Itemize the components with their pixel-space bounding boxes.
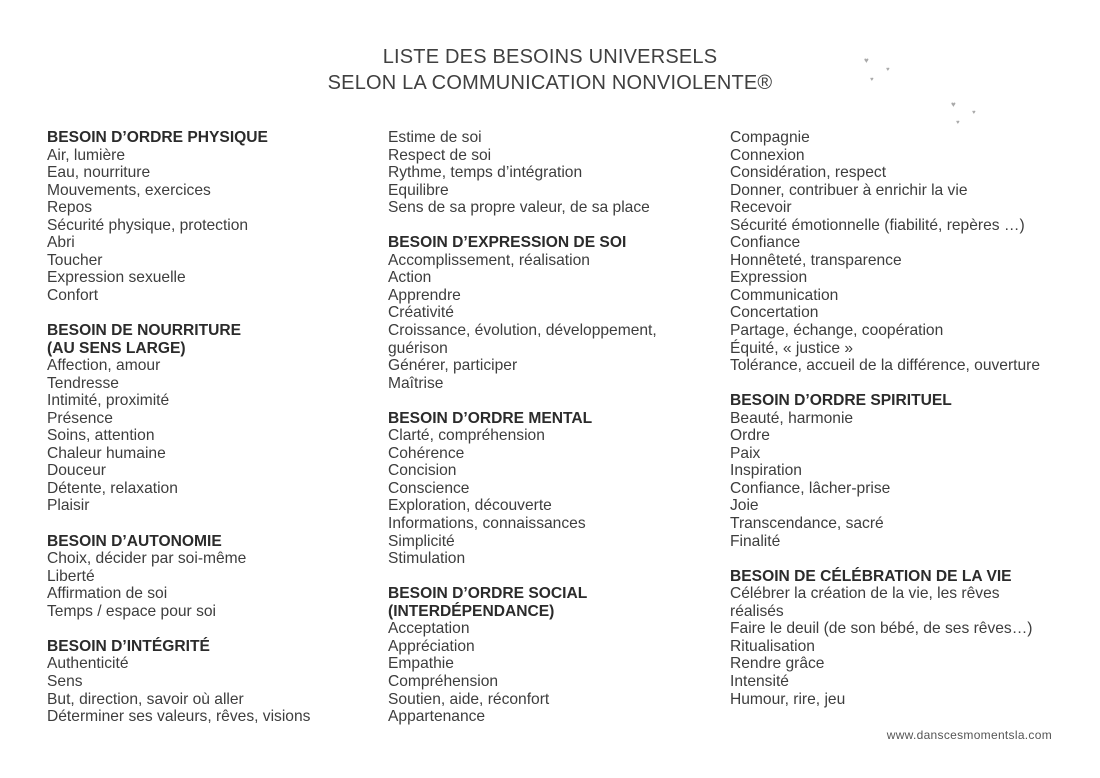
section-heading: BESOIN D’ORDRE SOCIAL <box>388 585 588 603</box>
need-item: Action <box>388 269 432 287</box>
need-item: But, direction, savoir où aller <box>47 690 244 708</box>
need-item: Abri <box>47 234 75 252</box>
need-item: Ordre <box>730 427 770 445</box>
need-item: Expression <box>730 269 808 287</box>
needs-section <box>388 585 708 725</box>
need-item: Tolérance, accueil de la différence, ouverture <box>730 357 1041 375</box>
need-item: Beauté, harmonie <box>730 409 854 427</box>
need-item: Compréhension <box>388 672 499 690</box>
need-item: Considération, respect <box>730 164 887 182</box>
need-item: Tendresse <box>47 374 119 392</box>
need-item: Soins, attention <box>47 427 155 445</box>
need-item: Équité, « justice » <box>730 339 854 357</box>
heart-icon: ♥ <box>870 77 874 83</box>
need-item: Rendre grâce <box>730 655 825 673</box>
need-item: Mouvements, exercices <box>47 181 211 199</box>
need-item: Communication <box>730 286 839 304</box>
needs-section <box>47 322 367 515</box>
need-item: Air, lumière <box>47 146 125 164</box>
need-item: Intensité <box>730 672 789 690</box>
heart-icon: ♥ <box>956 120 960 126</box>
need-item: Sens <box>47 672 83 690</box>
need-item: Soutien, aide, réconfort <box>388 690 550 708</box>
need-item: Cohérence <box>388 444 465 462</box>
website-url: www.danscesmomentsla.com <box>886 728 1052 742</box>
need-item: guérison <box>388 339 448 357</box>
heart-icon: ♥ <box>972 110 976 116</box>
need-item: Authenticité <box>47 655 129 673</box>
need-item: Déterminer ses valeurs, rêves, visions <box>47 708 311 726</box>
need-item: Honnêteté, transparence <box>730 251 902 269</box>
need-item: Connexion <box>730 146 805 164</box>
need-item: Partage, échange, coopération <box>730 322 944 340</box>
needs-section <box>47 129 367 304</box>
need-item: Repos <box>47 199 93 217</box>
heart-icon: ♥ <box>886 67 890 73</box>
need-item: Détente, relaxation <box>47 479 178 497</box>
need-item: Exploration, découverte <box>388 497 552 515</box>
need-item: Toucher <box>47 251 103 269</box>
section-heading: (AU SENS LARGE) <box>47 339 186 357</box>
section-heading: BESOIN D’ORDRE MENTAL <box>388 409 593 427</box>
section-heading: BESOIN D’ORDRE SPIRITUEL <box>730 392 952 410</box>
need-item: Estime de soi <box>388 129 482 146</box>
section-heading: BESOIN DE NOURRITURE <box>47 322 242 340</box>
page-title <box>0 44 1100 96</box>
needs-section <box>388 234 708 392</box>
needs-section <box>47 533 367 621</box>
need-item: Temps / espace pour soi <box>47 602 217 620</box>
need-item: Faire le deuil (de son bébé, de ses rêves…) <box>730 620 1033 638</box>
need-item: Inspiration <box>730 462 802 480</box>
need-item: Confiance, lâcher-prise <box>730 479 891 497</box>
need-item: Donner, contribuer à enrichir la vie <box>730 181 968 199</box>
need-item: Confort <box>47 286 99 304</box>
need-item: Créativité <box>388 304 454 322</box>
need-item: Informations, connaissances <box>388 515 586 533</box>
need-item: Humour, rire, jeu <box>730 690 846 708</box>
need-item: Maîtrise <box>388 374 444 392</box>
need-item: Respect de soi <box>388 146 492 164</box>
need-item: réalisés <box>730 602 784 620</box>
need-item: Affirmation de soi <box>47 585 168 603</box>
heart-icon: ♥ <box>864 56 869 65</box>
need-item: Eau, nourriture <box>47 164 151 182</box>
need-item: Sécurité physique, protection <box>47 216 249 234</box>
need-item: Conscience <box>388 479 470 497</box>
column-1 <box>47 129 367 743</box>
need-item: Ritualisation <box>730 637 815 655</box>
need-item: Confiance <box>730 234 801 252</box>
needs-section <box>730 129 1060 375</box>
need-item: Sens de sa propre valeur, de sa place <box>388 199 650 217</box>
need-item: Intimité, proximité <box>47 392 170 410</box>
column-2 <box>388 129 708 743</box>
column-3 <box>730 129 1060 726</box>
section-heading: BESOIN D’AUTONOMIE <box>47 532 222 550</box>
need-item: Affection, amour <box>47 357 161 375</box>
section-heading: BESOIN D’ORDRE PHYSIQUE <box>47 129 268 146</box>
need-item: Joie <box>730 497 759 515</box>
needs-section <box>47 638 367 726</box>
section-heading: BESOIN D’INTÉGRITÉ <box>47 637 210 655</box>
need-item: Appréciation <box>388 637 475 655</box>
need-item: Simplicité <box>388 532 455 550</box>
need-item: Acceptation <box>388 620 470 638</box>
title-line-1: LISTE DES BESOINS UNIVERSELS <box>382 46 718 68</box>
need-item: Clarté, compréhension <box>388 427 545 445</box>
needs-section <box>730 392 1060 550</box>
need-item: Stimulation <box>388 550 466 568</box>
need-item: Chaleur humaine <box>47 444 166 462</box>
heart-icon: ♥ <box>951 100 956 109</box>
need-item: Appartenance <box>388 708 486 726</box>
need-item: Présence <box>47 409 113 427</box>
need-item: Liberté <box>47 567 95 585</box>
need-item: Compagnie <box>730 129 810 146</box>
need-item: Concision <box>388 462 457 480</box>
section-heading: BESOIN DE CÉLÉBRATION DE LA VIE <box>730 567 1012 585</box>
need-item: Paix <box>730 444 761 462</box>
need-item: Concertation <box>730 304 819 322</box>
need-item: Finalité <box>730 532 781 550</box>
needs-section <box>730 568 1060 708</box>
need-item: Recevoir <box>730 199 792 217</box>
need-item: Rythme, temps d’intégration <box>388 164 583 182</box>
need-item: Equilibre <box>388 181 449 199</box>
need-item: Apprendre <box>388 286 461 304</box>
need-item: Choix, décider par soi-même <box>47 550 247 568</box>
needs-section <box>388 129 708 217</box>
section-heading: BESOIN D’EXPRESSION DE SOI <box>388 234 627 252</box>
need-item: Accomplissement, réalisation <box>388 251 590 269</box>
need-item: Expression sexuelle <box>47 269 186 287</box>
need-item: Douceur <box>47 462 106 480</box>
needs-section <box>388 410 708 568</box>
need-item: Plaisir <box>47 497 90 515</box>
need-item: Empathie <box>388 655 454 673</box>
need-item: Célébrer la création de la vie, les rêves <box>730 585 1000 603</box>
section-heading: (INTERDÉPENDANCE) <box>388 602 555 620</box>
need-item: Sécurité émotionnelle (fiabilité, repères …) <box>730 216 1025 234</box>
title-line-2: SELON LA COMMUNICATION NONVIOLENTE® <box>327 72 773 94</box>
need-item: Générer, participer <box>388 357 518 375</box>
need-item: Croissance, évolution, développement, <box>388 322 657 340</box>
need-item: Transcendance, sacré <box>730 515 884 533</box>
